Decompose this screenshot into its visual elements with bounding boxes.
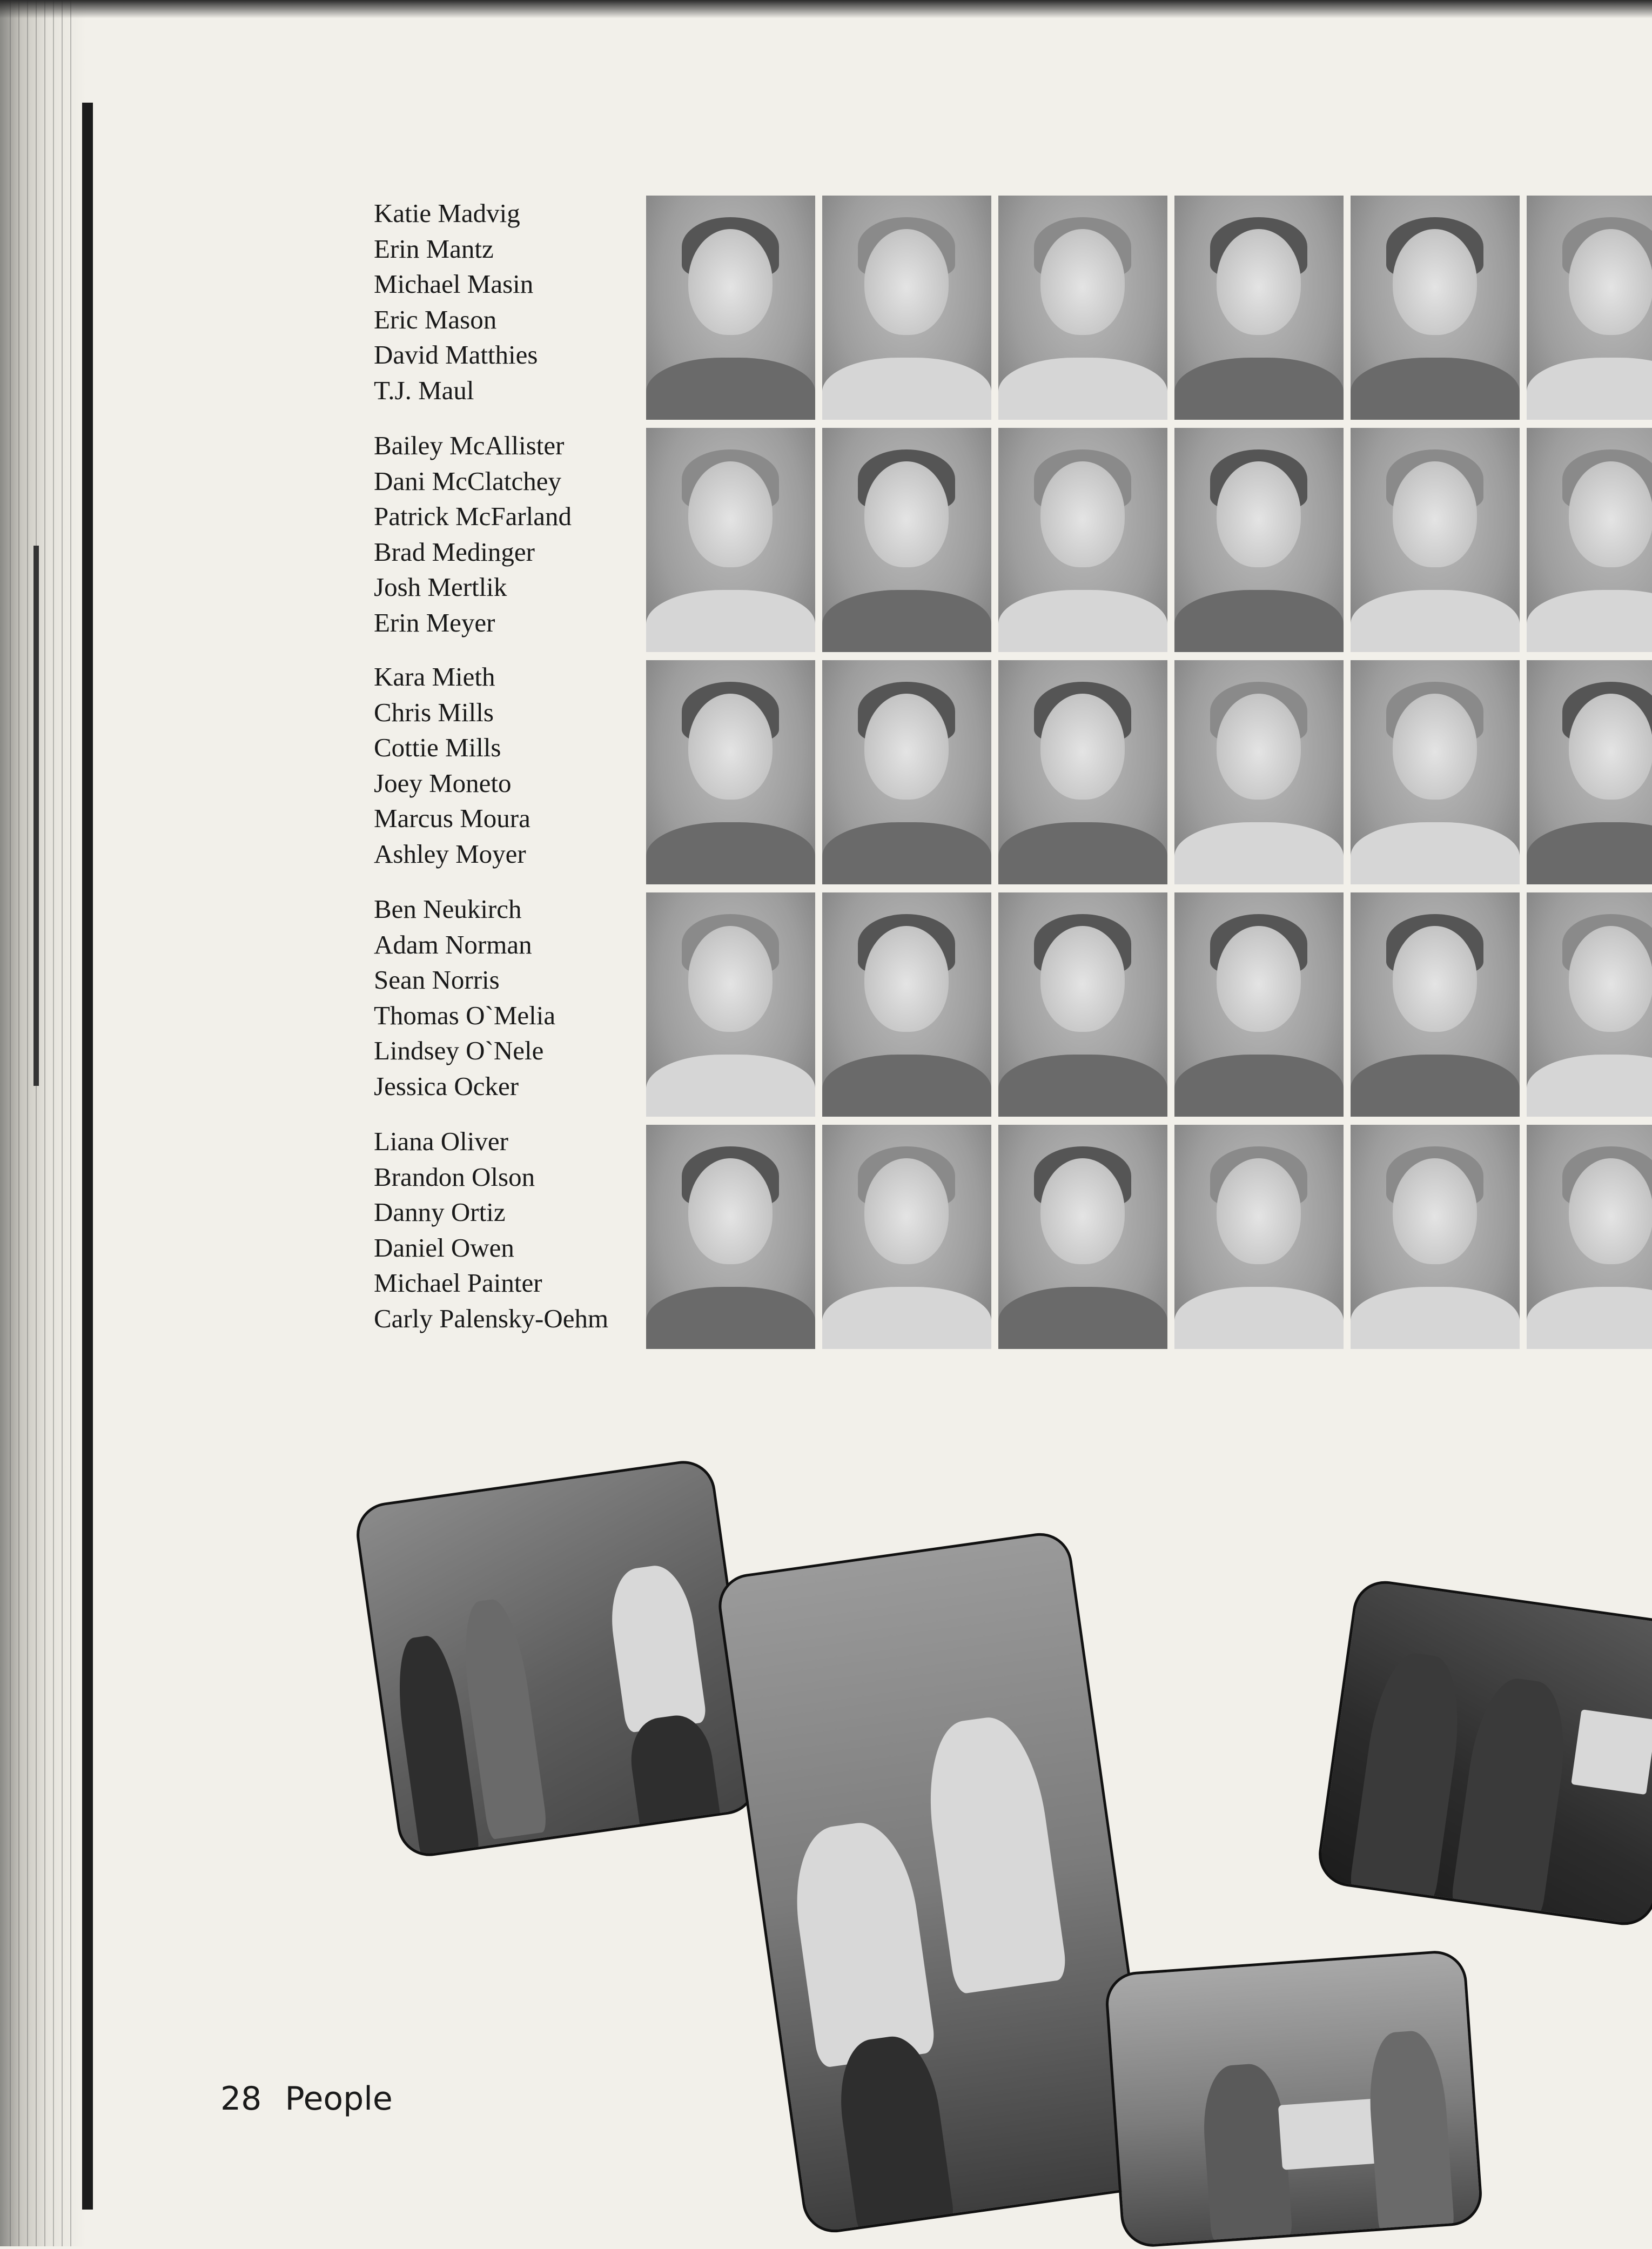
student-portrait bbox=[1527, 196, 1652, 420]
binding-bar bbox=[82, 103, 93, 2210]
page-binding-edge bbox=[0, 0, 86, 2246]
student-portrait bbox=[1174, 1125, 1344, 1349]
page-stack-line bbox=[18, 0, 19, 2246]
page-stack-line bbox=[27, 0, 28, 2246]
student-portrait bbox=[822, 660, 991, 884]
student-name: Kara Mieth bbox=[374, 662, 495, 692]
section-name: People bbox=[285, 2080, 393, 2118]
student-name: Josh Mertlik bbox=[374, 572, 507, 602]
student-portrait bbox=[1527, 1125, 1652, 1349]
student-portrait bbox=[1351, 1125, 1520, 1349]
student-portrait bbox=[1351, 660, 1520, 884]
candid-photo-dancing bbox=[352, 1457, 760, 1861]
student-name: Cottie Mills bbox=[374, 733, 501, 762]
student-portrait bbox=[646, 892, 815, 1117]
student-name: Adam Norman bbox=[374, 929, 532, 959]
student-name: Marcus Moura bbox=[374, 803, 530, 833]
student-name: Dani McClatchey bbox=[374, 466, 561, 496]
candid-photo-classroom bbox=[1104, 1949, 1484, 2248]
student-portrait bbox=[1527, 428, 1652, 652]
student-name: Eric Mason bbox=[374, 304, 497, 334]
student-name: T.J. Maul bbox=[374, 375, 474, 405]
student-portrait bbox=[1527, 660, 1652, 884]
student-portrait bbox=[1351, 428, 1520, 652]
student-portrait bbox=[998, 660, 1167, 884]
student-portrait bbox=[646, 660, 815, 884]
student-name: Thomas O`Melia bbox=[374, 1000, 556, 1030]
student-name: Ashley Moyer bbox=[374, 838, 526, 869]
student-name: Erin Mantz bbox=[374, 233, 494, 264]
student-portrait bbox=[1527, 892, 1652, 1117]
student-name: David Matthies bbox=[374, 340, 538, 370]
student-portrait bbox=[998, 1125, 1167, 1349]
student-name: Carly Palensky-Oehm bbox=[374, 1303, 609, 1333]
student-name: Brad Medinger bbox=[374, 536, 535, 567]
top-scan-shadow bbox=[0, 0, 1652, 18]
page-stack-line bbox=[10, 0, 11, 2246]
page-stack-line bbox=[44, 0, 45, 2246]
page-stack-line bbox=[62, 0, 63, 2246]
page-stack-line bbox=[36, 0, 37, 2246]
student-name: Michael Masin bbox=[374, 269, 534, 299]
student-name: Danny Ortiz bbox=[374, 1197, 506, 1227]
student-name: Bailey McAllister bbox=[374, 431, 565, 460]
student-name: Katie Madvig bbox=[374, 198, 520, 228]
name-group-3 bbox=[374, 659, 655, 871]
student-portrait bbox=[822, 892, 991, 1117]
student-portrait bbox=[646, 428, 815, 652]
student-portrait bbox=[1174, 428, 1344, 652]
page-stack-line bbox=[53, 0, 54, 2246]
candid-photo-band bbox=[1314, 1577, 1652, 1929]
student-portrait bbox=[822, 196, 991, 420]
student-portrait bbox=[646, 1125, 815, 1349]
student-portrait bbox=[998, 428, 1167, 652]
page-number: 28 bbox=[220, 2080, 262, 2118]
student-name: Jessica Ocker bbox=[374, 1071, 519, 1101]
student-portrait bbox=[646, 196, 815, 420]
student-portrait bbox=[1174, 660, 1344, 884]
student-portrait bbox=[822, 428, 991, 652]
name-group-2 bbox=[374, 428, 655, 640]
student-portrait bbox=[998, 892, 1167, 1117]
student-portrait bbox=[1174, 892, 1344, 1117]
name-group-4 bbox=[374, 891, 655, 1104]
student-name: Sean Norris bbox=[374, 965, 500, 995]
student-portrait bbox=[822, 1125, 991, 1349]
candid-photo-gym bbox=[715, 1529, 1160, 2237]
student-name: Daniel Owen bbox=[374, 1232, 514, 1263]
student-name: Lindsey O`Nele bbox=[374, 1036, 544, 1065]
student-portrait bbox=[1351, 892, 1520, 1117]
page-folio bbox=[220, 2080, 393, 2118]
student-portrait bbox=[1174, 196, 1344, 420]
student-name: Ben Neukirch bbox=[374, 894, 522, 924]
student-portrait bbox=[1351, 196, 1520, 420]
page-stack-line bbox=[70, 0, 71, 2246]
portrait-grid bbox=[646, 196, 1652, 1349]
student-name: Erin Meyer bbox=[374, 607, 495, 637]
name-group-5 bbox=[374, 1124, 655, 1336]
student-name: Liana Oliver bbox=[374, 1126, 508, 1156]
binding-bar-thin bbox=[33, 546, 39, 1086]
student-name: Chris Mills bbox=[374, 697, 494, 727]
student-name: Patrick McFarland bbox=[374, 501, 572, 531]
student-name: Michael Painter bbox=[374, 1268, 542, 1298]
student-name: Joey Moneto bbox=[374, 768, 512, 798]
name-group-1 bbox=[374, 196, 655, 408]
student-portrait bbox=[998, 196, 1167, 420]
student-name: Brandon Olson bbox=[374, 1162, 535, 1192]
